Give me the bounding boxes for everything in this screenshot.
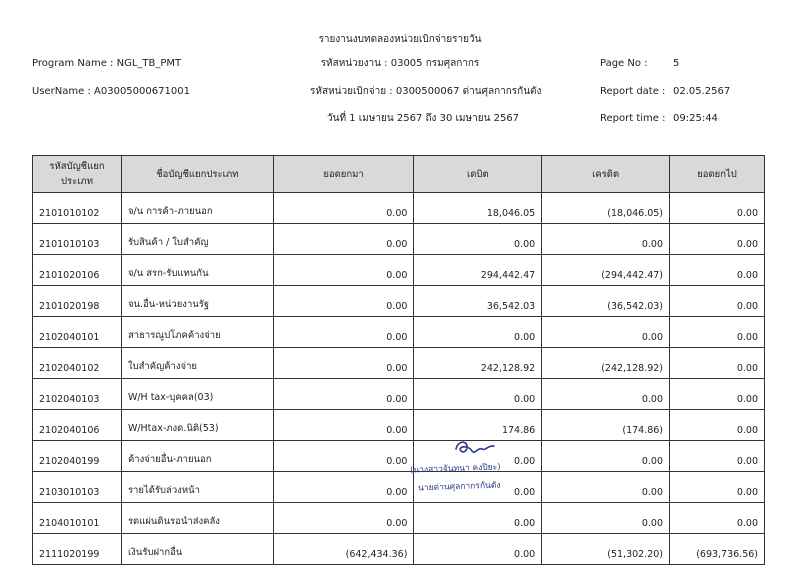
credit: (174.86) xyxy=(542,410,670,441)
stamp-signer-name: (นางสาวจันทนา คงปิยะ) xyxy=(409,462,501,476)
agency-code: รหัสหน่วยงาน : 03005 กรมศุลกากร xyxy=(320,58,480,69)
table-row xyxy=(33,379,765,410)
closing-balance: 0.00 xyxy=(670,193,765,224)
credit: (18,046.05) xyxy=(542,193,670,224)
report-title: รายงานงบทดลองหน่วยเบิกจ่ายรายวัน xyxy=(318,34,482,45)
table-row xyxy=(33,255,765,286)
debit: 0.00 xyxy=(414,317,542,348)
table-row xyxy=(33,441,765,472)
account-code: 2101020198 xyxy=(33,286,122,317)
table-row xyxy=(33,317,765,348)
table-row xyxy=(33,193,765,224)
col-header-credit: เครดิต xyxy=(542,156,670,193)
closing-balance: 0.00 xyxy=(670,255,765,286)
table-row xyxy=(33,286,765,317)
opening-balance: 0.00 xyxy=(273,379,414,410)
closing-balance: 0.00 xyxy=(670,472,765,503)
closing-balance: 0.00 xyxy=(670,286,765,317)
disbursing-unit: รหัสหน่วยเบิกจ่าย : 0300500067 ด่านศุลกากรกันตัง xyxy=(310,86,542,97)
trial-balance-table xyxy=(32,155,765,565)
credit: (242,128.92) xyxy=(542,348,670,379)
stamp-signer-position: นายด่านศุลกากรกันตัง xyxy=(417,480,501,494)
closing-balance: 0.00 xyxy=(670,348,765,379)
closing-balance: 0.00 xyxy=(670,441,765,472)
account-code: 2102040101 xyxy=(33,317,122,348)
opening-balance: 0.00 xyxy=(273,472,414,503)
opening-balance: 0.00 xyxy=(273,317,414,348)
account-code: 2101020106 xyxy=(33,255,122,286)
report-time-value: 09:25:44 xyxy=(673,113,718,124)
col-header-account-code: รหัสบัญชีแยกประเภท xyxy=(33,156,122,193)
closing-balance: 0.00 xyxy=(670,317,765,348)
debit: 174.86 xyxy=(414,410,542,441)
account-code: 2104010101 xyxy=(33,503,122,534)
table-row xyxy=(33,472,765,503)
credit: 0.00 xyxy=(542,317,670,348)
user-name: UserName : A03005000671001 xyxy=(32,86,190,97)
debit: 0.00 xyxy=(414,503,542,534)
debit: 294,442.47 xyxy=(414,255,542,286)
opening-balance: 0.00 xyxy=(273,410,414,441)
account-code: 2102040199 xyxy=(33,441,122,472)
account-name: เงินรับฝากอื่น xyxy=(121,534,273,565)
debit: 18,046.05 xyxy=(414,193,542,224)
debit: 242,128.92 xyxy=(414,348,542,379)
account-name: ใบสำคัญค้างจ่าย xyxy=(121,348,273,379)
account-name: จน.อื่น-หน่วยงานรัฐ xyxy=(121,286,273,317)
table-header-row xyxy=(33,156,765,193)
account-name: รดแผ่นดินรอนำส่งคลัง xyxy=(121,503,273,534)
page-no-label: Page No : xyxy=(600,58,648,69)
opening-balance: 0.00 xyxy=(273,255,414,286)
account-name: รับสินค้า / ใบสำคัญ xyxy=(121,224,273,255)
account-name: จ/น สรก-รับแทนกัน xyxy=(121,255,273,286)
col-header-opening-balance: ยอดยกมา xyxy=(273,156,414,193)
debit: 36,542.03 xyxy=(414,286,542,317)
credit: (51,302.20) xyxy=(542,534,670,565)
table-row xyxy=(33,348,765,379)
col-header-debit: เดบิต xyxy=(414,156,542,193)
opening-balance: 0.00 xyxy=(273,441,414,472)
account-name: ค้างจ่ายอื่น-ภายนอก xyxy=(121,441,273,472)
account-code: 2102040102 xyxy=(33,348,122,379)
opening-balance: 0.00 xyxy=(273,348,414,379)
opening-balance: (642,434.36) xyxy=(273,534,414,565)
page-no-value: 5 xyxy=(673,58,680,69)
credit: (36,542.03) xyxy=(542,286,670,317)
account-code: 2103010103 xyxy=(33,472,122,503)
debit: 0.00 xyxy=(414,224,542,255)
account-name: รายได้รับล่วงหน้า xyxy=(121,472,273,503)
account-code: 2111020199 xyxy=(33,534,122,565)
debit: 0.00 xyxy=(414,441,542,472)
program-name: Program Name : NGL_TB_PMT xyxy=(32,58,182,69)
credit: 0.00 xyxy=(542,503,670,534)
opening-balance: 0.00 xyxy=(273,503,414,534)
account-name: W/H tax-บุคคล(03) xyxy=(121,379,273,410)
debit: 0.00 xyxy=(414,379,542,410)
closing-balance: (693,736.56) xyxy=(670,534,765,565)
account-code: 2101010102 xyxy=(33,193,122,224)
credit: 0.00 xyxy=(542,379,670,410)
report-date-label: Report date : xyxy=(600,86,666,97)
opening-balance: 0.00 xyxy=(273,224,414,255)
account-code: 2102040106 xyxy=(33,410,122,441)
table-row xyxy=(33,410,765,441)
account-code: 2102040103 xyxy=(33,379,122,410)
credit: 0.00 xyxy=(542,441,670,472)
closing-balance: 0.00 xyxy=(670,224,765,255)
credit: 0.00 xyxy=(542,224,670,255)
col-header-account-name: ชื่อบัญชีแยกประเภท xyxy=(121,156,273,193)
credit: 0.00 xyxy=(542,472,670,503)
table-row xyxy=(33,503,765,534)
signature-icon xyxy=(452,437,498,459)
opening-balance: 0.00 xyxy=(273,286,414,317)
report-period: วันที่ 1 เมษายน 2567 ถึง 30 เมษายน 2567 xyxy=(327,113,520,124)
col-header-closing-balance: ยอดยกไป xyxy=(670,156,765,193)
account-name: W/Htax-ภงด.นิติ(53) xyxy=(121,410,273,441)
credit: (294,442.47) xyxy=(542,255,670,286)
closing-balance: 0.00 xyxy=(670,410,765,441)
debit: 0.00 xyxy=(414,472,542,503)
closing-balance: 0.00 xyxy=(670,379,765,410)
account-name: สาธารณูปโภคค้างจ่าย xyxy=(121,317,273,348)
debit: 0.00 xyxy=(414,534,542,565)
account-name: จ/น การค้า-ภายนอก xyxy=(121,193,273,224)
opening-balance: 0.00 xyxy=(273,193,414,224)
report-time-label: Report time : xyxy=(600,113,666,124)
table-row xyxy=(33,224,765,255)
closing-balance: 0.00 xyxy=(670,503,765,534)
account-code: 2101010103 xyxy=(33,224,122,255)
report-date-value: 02.05.2567 xyxy=(673,86,731,97)
